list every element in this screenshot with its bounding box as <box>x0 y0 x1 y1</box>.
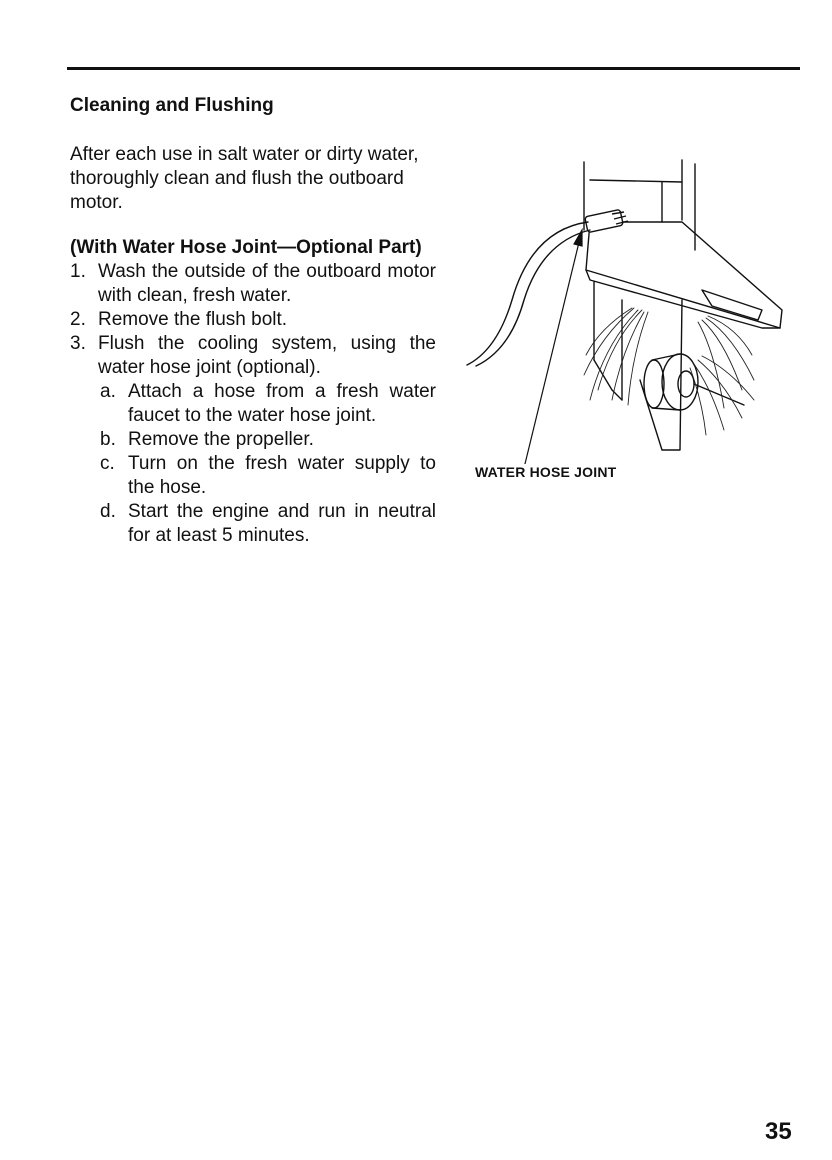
step-number: 3. <box>70 333 86 354</box>
substep-text: Turn on the fresh water supply to the hose. <box>128 453 436 498</box>
substep-item <box>98 452 436 500</box>
substep-text: Start the engine and run in neutral for at least 5 minutes. <box>128 501 436 546</box>
step-text: Wash the outside of the outboard motor with clean, fresh water. <box>98 261 436 306</box>
step-item <box>70 260 436 308</box>
outboard-lower-unit-drawing <box>462 150 796 495</box>
substep-letter: d. <box>100 501 116 522</box>
figure-label: WATER HOSE JOINT <box>475 464 617 480</box>
step-number: 1. <box>70 261 86 282</box>
substep-letter: a. <box>100 381 116 402</box>
section-heading: Cleaning and Flushing <box>70 95 274 116</box>
step-number: 2. <box>70 309 86 330</box>
page-number: 35 <box>765 1118 792 1145</box>
step-item <box>70 308 436 332</box>
substep-letter: b. <box>100 429 116 450</box>
substep-text: Attach a hose from a fresh water faucet to the water hose joint. <box>128 381 436 426</box>
step-text: Remove the flush bolt. <box>98 309 288 330</box>
substep-text: Remove the propeller. <box>128 429 314 450</box>
substep-item <box>98 500 436 548</box>
intro-paragraph: After each use in salt water or dirty water, thoroughly clean and flush the outboard motor. <box>70 144 419 213</box>
step-text: Flush the cooling system, using the water hose joint (optional). <box>98 333 436 378</box>
substep-item <box>98 428 436 452</box>
substeps-list <box>98 380 436 548</box>
substep-item <box>98 380 436 428</box>
step-item <box>70 332 436 548</box>
sub-heading: (With Water Hose Joint—Optional Part) <box>70 237 422 258</box>
top-rule <box>67 67 800 70</box>
text-column <box>70 143 436 548</box>
steps-list <box>70 260 436 548</box>
outboard-motor-illustration <box>462 150 796 495</box>
substep-letter: c. <box>100 453 115 474</box>
